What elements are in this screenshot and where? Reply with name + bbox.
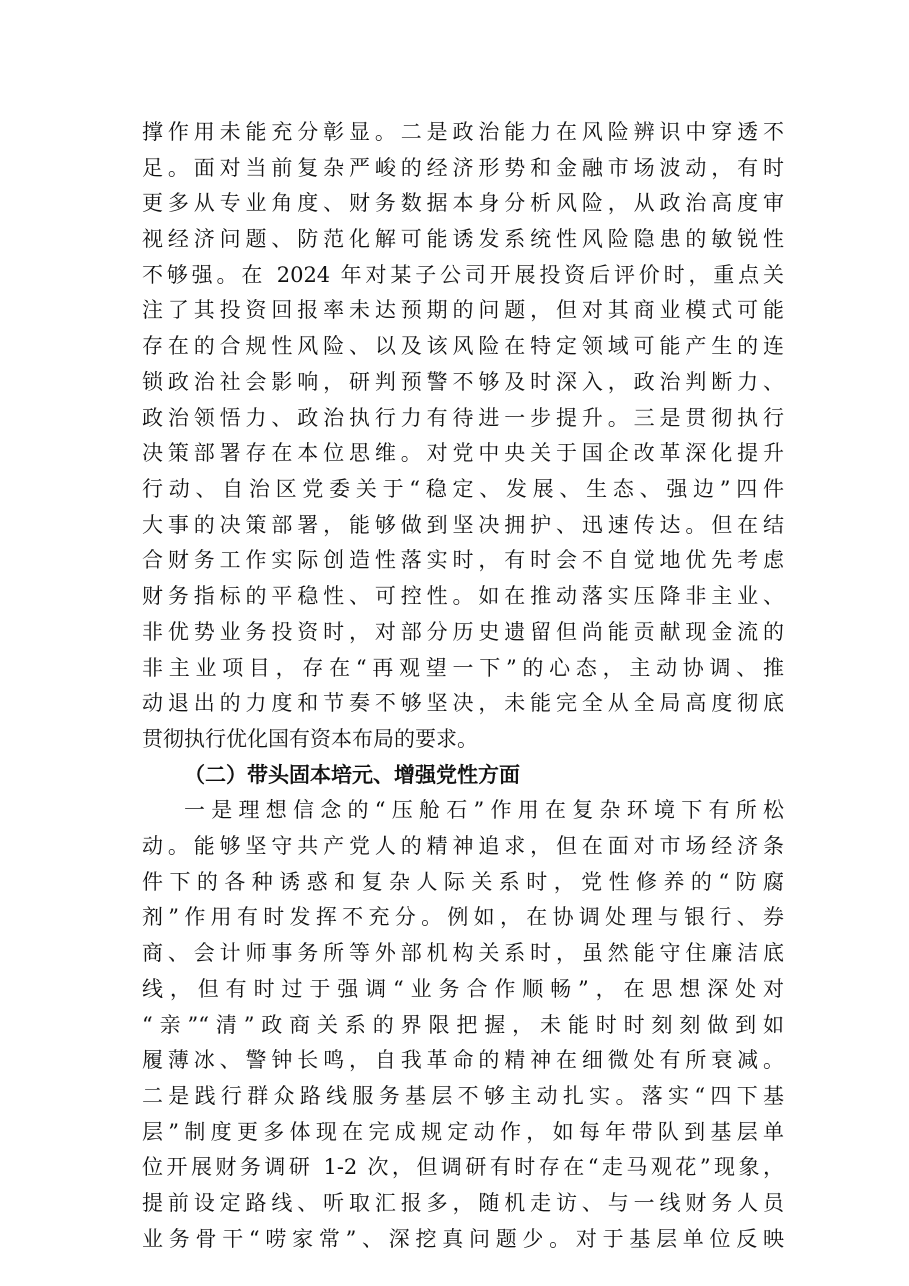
paragraph-line: 线，但有时过于强调“业务合作顺畅”，在思想深处对 xyxy=(142,977,784,1001)
paragraph-line: 行动、自治区党委关于“稳定、发展、生态、强边”四件 xyxy=(142,477,784,501)
paragraph-line: 锁政治社会影响，研判预警不够及时深入，政治判断力、 xyxy=(142,370,784,394)
paragraph-line: 二是践行群众路线服务基层不够主动扎实。落实“四下基 xyxy=(142,1084,784,1108)
paragraph-line: 层”制度更多体现在完成规定动作，如每年带队到基层单 xyxy=(142,1120,784,1144)
paragraph-line: 件下的各种诱惑和复杂人际关系时，党性修养的“防腐 xyxy=(142,870,784,894)
paragraph-line: 视经济问题、防范化解可能诱发系统性风险隐患的敏锐性 xyxy=(142,227,784,251)
section-heading: （二）带头固本培元、增强党性方面 xyxy=(184,762,520,787)
paragraph-line: 非主业项目，存在“再观望一下”的心态，主动协调、推 xyxy=(142,656,784,680)
paragraph-line: 履薄冰、警钟长鸣，自我革命的精神在细微处有所衰减。 xyxy=(142,1048,784,1072)
paragraph-line: 动退出的力度和节奏不够坚决，未能完全从全局高度彻底 xyxy=(142,691,784,715)
paragraph-line: 注了其投资回报率未达预期的问题，但对其商业模式可能 xyxy=(142,298,784,322)
paragraph-line: “亲”“清”政商关系的界限把握，未能时时刻刻做到如 xyxy=(142,1013,784,1037)
paragraph-line: 存在的合规性风险、以及该风险在特定领域可能产生的连 xyxy=(142,334,784,358)
paragraph-line: 提前设定路线、听取汇报多，随机走访、与一线财务人员 xyxy=(142,1191,784,1215)
paragraph-line: 不够强。在 2024 年对某子公司开展投资后评价时，重点关 xyxy=(142,263,784,287)
paragraph-line: 一是理想信念的“压舱石”作用在复杂环境下有所松 xyxy=(184,798,784,822)
paragraph-line: 撑作用未能充分彰显。二是政治能力在风险辨识中穿透不 xyxy=(142,120,784,144)
paragraph-line: 剂”作用有时发挥不充分。例如，在协调处理与银行、券 xyxy=(142,905,784,929)
paragraph-line: 业务骨干“唠家常”、深挖真问题少。对于基层单位反映 xyxy=(142,1227,784,1251)
paragraph-line: 决策部署存在本位思维。对党中央关于国企改革深化提升 xyxy=(142,441,784,465)
paragraph-line: 财务指标的平稳性、可控性。如在推动落实压降非主业、 xyxy=(142,584,784,608)
paragraph-line: 商、会计师事务所等外部机构关系时，虽然能守住廉洁底 xyxy=(142,941,784,965)
paragraph-line: 非优势业务投资时，对部分历史遗留但尚能贡献现金流的 xyxy=(142,620,784,644)
paragraph-line: 贯彻执行优化国有资本布局的要求。 xyxy=(142,727,478,751)
paragraph-line: 合财务工作实际创造性落实时，有时会不自觉地优先考虑 xyxy=(142,548,784,572)
paragraph-line: 政治领悟力、政治执行力有待进一步提升。三是贯彻执行 xyxy=(142,406,784,430)
paragraph-line: 足。面对当前复杂严峻的经济形势和金融市场波动，有时 xyxy=(142,156,784,180)
paragraph-line: 动。能够坚守共产党人的精神追求，但在面对市场经济条 xyxy=(142,834,784,858)
paragraph-line: 位开展财务调研 1-2 次，但调研有时存在“走马观花”现象， xyxy=(142,1155,784,1179)
paragraph-line: 更多从专业角度、财务数据本身分析风险，从政治高度审 xyxy=(142,191,784,215)
paragraph-line: 大事的决策部署，能够做到坚决拥护、迅速传达。但在结 xyxy=(142,513,784,537)
